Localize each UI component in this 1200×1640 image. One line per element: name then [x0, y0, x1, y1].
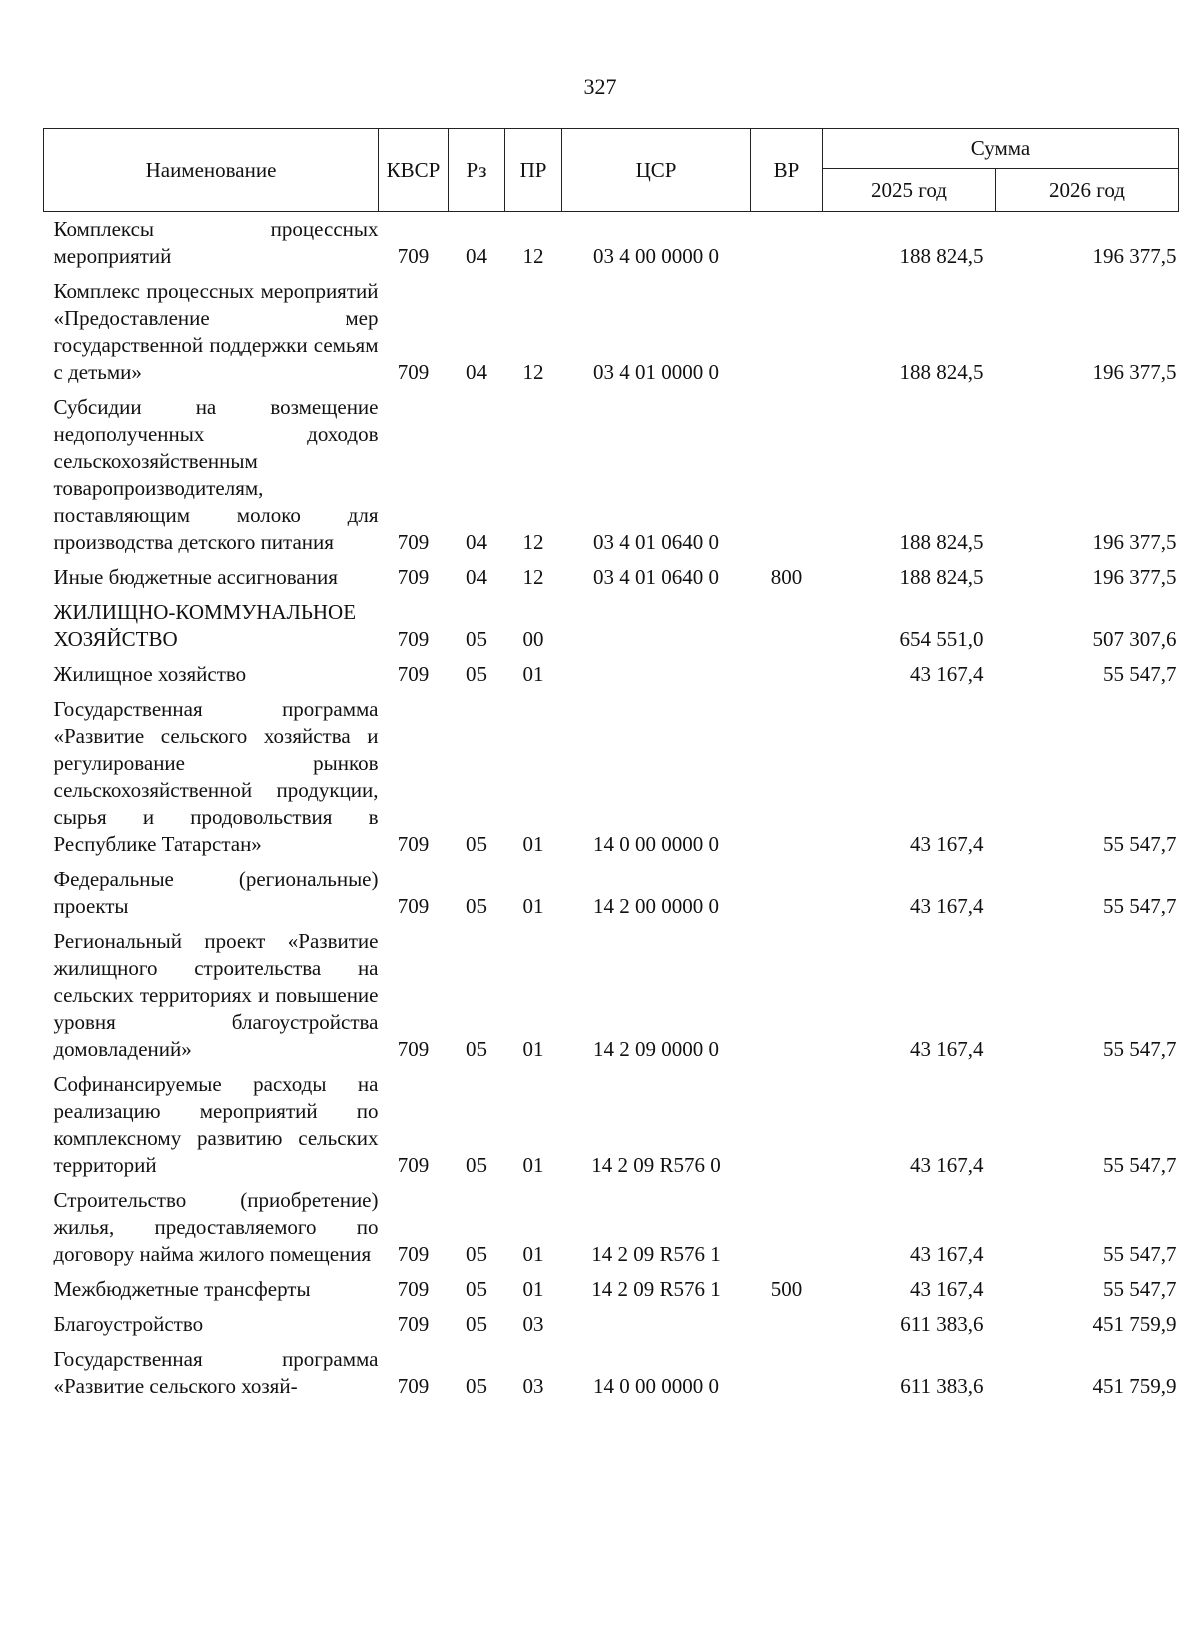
cell-pr: 01 — [522, 1037, 544, 1061]
cell-pr: 01 — [522, 1153, 544, 1177]
cell-vr — [751, 661, 823, 696]
cell-vr: 800 — [770, 565, 803, 589]
cell-2025: 611 383,6 — [900, 1312, 984, 1336]
cell-csr: 14 2 09 R576 1 — [591, 1277, 721, 1301]
cell-2025: 654 551,0 — [899, 627, 984, 651]
cell-pr: 12 — [522, 244, 544, 268]
cell-2026: 507 307,6 — [1092, 627, 1177, 651]
table-row — [44, 216, 1179, 278]
page-number: 327 — [583, 74, 617, 99]
cell-name: Строительство (приобретение) жилья, предоставляемого по договору найма жилого помещения — [53, 1188, 379, 1266]
cell-2026: 55 547,7 — [1103, 832, 1177, 856]
table-body — [44, 212, 1179, 1409]
header-csr: ЦСР — [562, 129, 751, 212]
cell-rz: 05 — [466, 1037, 487, 1061]
cell-kvsr: 709 — [397, 1242, 430, 1266]
table-row — [44, 1187, 1179, 1276]
cell-pr: 01 — [522, 1277, 544, 1301]
header-year-2025: 2025 год — [823, 169, 996, 212]
cell-2026: 55 547,7 — [1103, 662, 1177, 686]
cell-2026: 55 547,7 — [1103, 1242, 1177, 1266]
cell-csr: 14 0 00 0000 0 — [593, 1374, 719, 1398]
cell-pr: 01 — [522, 832, 544, 856]
table-row — [44, 1276, 1179, 1311]
cell-kvsr: 709 — [397, 627, 430, 651]
header-year-2026: 2026 год — [996, 169, 1179, 212]
table-row — [44, 278, 1179, 394]
cell-2025: 611 383,6 — [900, 1374, 984, 1398]
cell-csr: 03 4 00 0000 0 — [593, 244, 719, 268]
cell-pr: 12 — [522, 565, 544, 589]
cell-pr: 01 — [522, 662, 544, 686]
cell-2026: 55 547,7 — [1103, 894, 1177, 918]
cell-vr — [751, 1311, 823, 1346]
cell-2026: 451 759,9 — [1092, 1312, 1177, 1336]
cell-csr: 03 4 01 0640 0 — [593, 565, 719, 589]
cell-rz: 04 — [466, 360, 487, 384]
table-row — [44, 696, 1179, 866]
cell-vr — [751, 216, 823, 278]
header-name: Наименование — [44, 129, 379, 212]
header-vr: ВР — [751, 129, 823, 212]
cell-csr: 14 2 09 R576 1 — [591, 1242, 721, 1266]
cell-2025: 43 167,4 — [910, 1242, 984, 1266]
table-row — [44, 1346, 1179, 1408]
cell-kvsr: 709 — [397, 662, 430, 686]
cell-name: Софинансируемые расходы на реализацию мероприятий по комплексному развитию сельских территорий — [53, 1072, 379, 1177]
cell-rz: 05 — [466, 662, 487, 686]
cell-csr: 14 0 00 0000 0 — [593, 832, 719, 856]
table-row — [44, 1071, 1179, 1187]
cell-2025: 188 824,5 — [899, 244, 984, 268]
cell-pr: 12 — [522, 360, 544, 384]
cell-kvsr: 709 — [397, 1037, 430, 1061]
cell-rz: 05 — [466, 1242, 487, 1266]
cell-2025: 43 167,4 — [910, 1153, 984, 1177]
cell-rz: 04 — [466, 530, 487, 554]
cell-name: Иные бюджетные ассигнования — [53, 565, 338, 589]
cell-kvsr: 709 — [397, 565, 430, 589]
cell-rz: 05 — [466, 1374, 487, 1398]
cell-rz: 05 — [466, 627, 487, 651]
cell-kvsr: 709 — [397, 530, 430, 554]
cell-pr: 01 — [522, 894, 544, 918]
cell-2026: 196 377,5 — [1092, 244, 1177, 268]
cell-pr: 03 — [522, 1312, 544, 1336]
cell-2026: 196 377,5 — [1092, 360, 1177, 384]
cell-rz: 05 — [466, 1277, 487, 1301]
cell-name: Благоустройство — [53, 1312, 204, 1336]
header-sum: Сумма — [823, 129, 1179, 169]
cell-name: ЖИЛИЩНО-КОММУНАЛЬНОЕ ХОЗЯЙСТВО — [53, 600, 357, 651]
cell-csr: 14 2 09 0000 0 — [593, 1037, 719, 1061]
cell-2025: 188 824,5 — [899, 360, 984, 384]
cell-vr — [751, 278, 823, 394]
cell-kvsr: 709 — [397, 360, 430, 384]
cell-name: Субсидии на возмещение недополученных доходов сельскохозяйственным товаропроизводителям, поставляющим молоко для производства детского питания — [53, 395, 379, 554]
cell-name: Межбюджетные трансферты — [53, 1277, 311, 1301]
cell-rz: 05 — [466, 832, 487, 856]
cell-2026: 55 547,7 — [1103, 1037, 1177, 1061]
cell-vr: 500 — [770, 1277, 803, 1301]
cell-2025: 188 824,5 — [899, 565, 984, 589]
cell-2025: 188 824,5 — [899, 530, 984, 554]
table-row — [44, 866, 1179, 928]
cell-kvsr: 709 — [397, 1312, 430, 1336]
cell-kvsr: 709 — [397, 832, 430, 856]
cell-rz: 05 — [466, 894, 487, 918]
cell-name: Региональный проект «Развитие жилищного строительства на сельских территориях и повышение уровня благоустройства домовладений» — [53, 929, 379, 1061]
cell-vr — [751, 1187, 823, 1276]
cell-kvsr: 709 — [397, 1277, 430, 1301]
cell-rz: 05 — [466, 1153, 487, 1177]
header-rz: Рз — [449, 129, 505, 212]
cell-csr: 14 2 09 R576 0 — [591, 1153, 721, 1177]
cell-2025: 43 167,4 — [910, 1277, 984, 1301]
cell-csr — [562, 1311, 751, 1346]
cell-2026: 196 377,5 — [1092, 530, 1177, 554]
cell-vr — [751, 1071, 823, 1187]
cell-pr: 12 — [522, 530, 544, 554]
cell-2025: 43 167,4 — [910, 1037, 984, 1061]
table-row — [44, 1311, 1179, 1346]
cell-vr — [751, 866, 823, 928]
cell-2025: 43 167,4 — [910, 894, 984, 918]
cell-name: Жилищное хозяйство — [53, 662, 247, 686]
cell-rz: 04 — [466, 565, 487, 589]
cell-pr: 03 — [522, 1374, 544, 1398]
cell-2025: 43 167,4 — [910, 662, 984, 686]
cell-kvsr: 709 — [397, 244, 430, 268]
cell-csr: 03 4 01 0640 0 — [593, 530, 719, 554]
table-row — [44, 661, 1179, 696]
cell-kvsr: 709 — [397, 894, 430, 918]
cell-2026: 196 377,5 — [1092, 565, 1177, 589]
cell-name: Государственная программа «Развитие сельского хозяй- — [53, 1347, 379, 1398]
cell-2026: 451 759,9 — [1092, 1374, 1177, 1398]
cell-pr: 01 — [522, 1242, 544, 1266]
cell-name: Комплексы процессных мероприятий — [53, 217, 379, 268]
table-header — [44, 129, 1179, 212]
cell-2025: 43 167,4 — [910, 832, 984, 856]
header-pr: ПР — [505, 129, 562, 212]
header-kvsr: КВСР — [379, 129, 449, 212]
cell-kvsr: 709 — [397, 1153, 430, 1177]
table-row — [44, 564, 1179, 599]
cell-rz: 05 — [466, 1312, 487, 1336]
cell-csr — [562, 661, 751, 696]
table-row — [44, 928, 1179, 1071]
cell-pr: 00 — [522, 627, 544, 651]
cell-2026: 55 547,7 — [1103, 1153, 1177, 1177]
cell-kvsr: 709 — [397, 1374, 430, 1398]
table-row — [44, 599, 1179, 661]
cell-rz: 04 — [466, 244, 487, 268]
cell-vr — [751, 394, 823, 564]
cell-name: Федеральные (региональные) проекты — [53, 867, 379, 918]
cell-vr — [751, 696, 823, 866]
budget-table — [43, 128, 1179, 1408]
cell-vr — [751, 599, 823, 661]
cell-2026: 55 547,7 — [1103, 1277, 1177, 1301]
cell-name: Комплекс процессных мероприятий «Предоставление мер государственной поддержки семьям с детьми» — [53, 279, 379, 384]
cell-csr — [562, 599, 751, 661]
cell-csr: 03 4 01 0000 0 — [593, 360, 719, 384]
cell-vr — [751, 1346, 823, 1408]
cell-csr: 14 2 00 0000 0 — [593, 894, 719, 918]
table-row — [44, 394, 1179, 564]
cell-vr — [751, 928, 823, 1071]
cell-name: Государственная программа «Развитие сельского хозяйства и регулирование рынков сельскохозяйственной продукции, сырья и продовольствия в Республике Татарстан» — [53, 697, 379, 856]
